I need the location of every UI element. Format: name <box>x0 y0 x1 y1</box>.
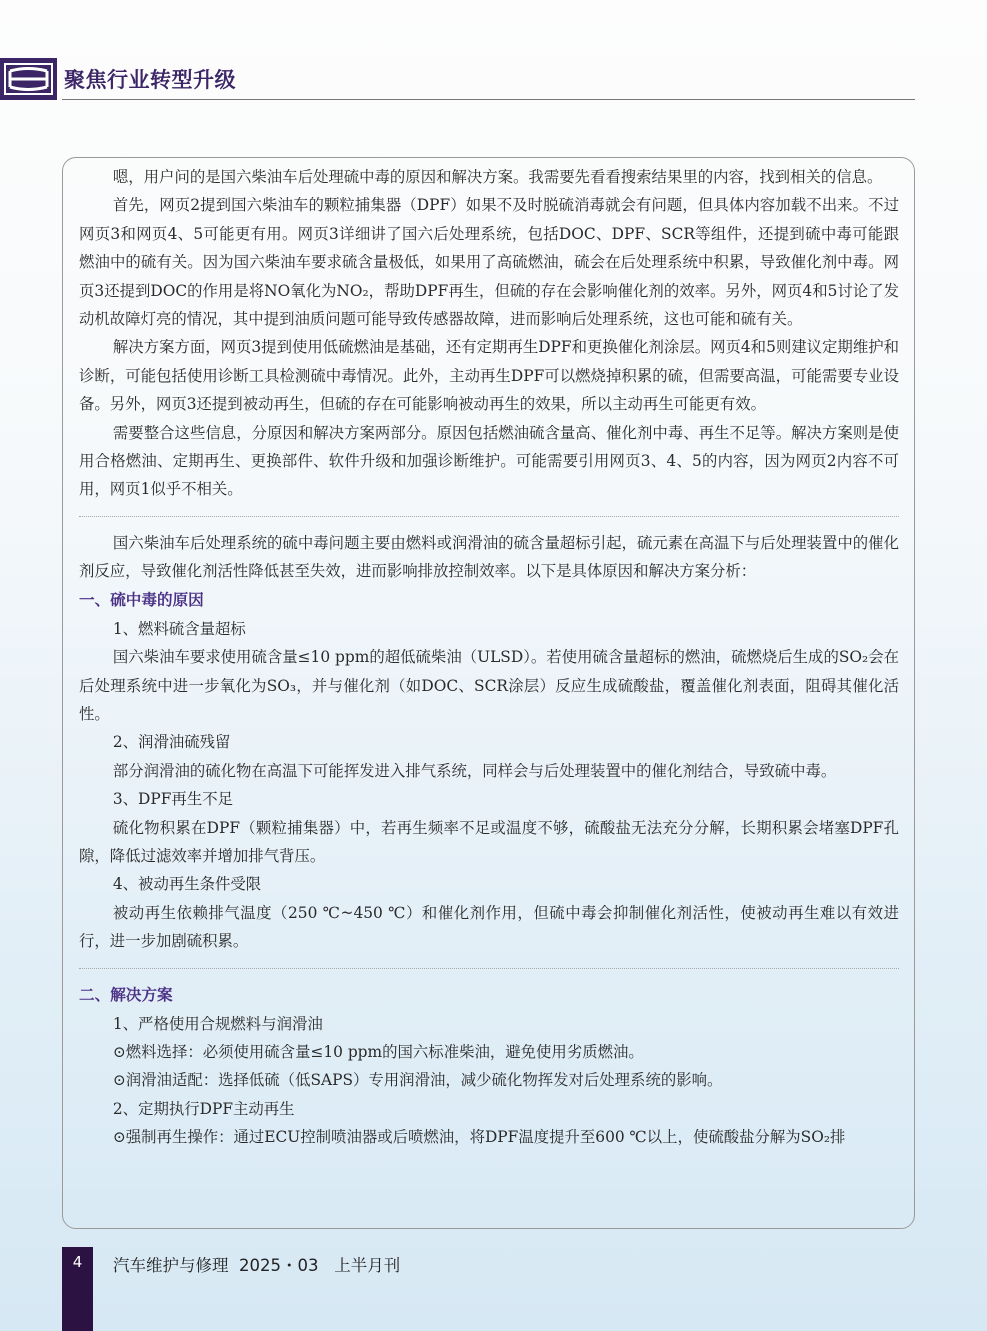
solution-bullet: ⊙强制再生操作：通过ECU控制喷油器或后喷燃油，将DPF温度提升至600 ℃以上，使硫酸盐分解为SO₂排 <box>112 1128 846 1147</box>
cause-text: 硫化物积累在DPF（颗粒捕集器）中，若再生频率不足或温度不够，硫酸盐无法充分分解，长期积累会堵塞DPF孔隙，降低过滤效率并增加排气背压。 <box>79 818 899 865</box>
cause-text: 部分润滑油的硫化物在高温下可能挥发进入排气系统，同样会与后处理装置中的催化剂结合，导致硫中毒。 <box>112 761 837 780</box>
cause-title: 4、被动再生条件受限 <box>112 875 262 894</box>
solution-title: 1、严格使用合规燃料与润滑油 <box>112 1014 323 1033</box>
page-number: 4 <box>72 1253 83 1271</box>
answer-intro: 国六柴油车后处理系统的硫中毒问题主要由燃料或润滑油的硫含量超标引起，硫元素在高温下与后处理装置中的催化剂反应，导致催化剂活性降低甚至失效，进而影响排放控制效率。以下是具体原因和解决方案分析： <box>79 533 899 581</box>
dotted-divider <box>79 516 899 517</box>
header-rule <box>62 99 915 100</box>
causes-heading: 一、硫中毒的原因 <box>79 590 204 609</box>
cause-title: 2、润滑油硫残留 <box>112 733 231 752</box>
section-title: 聚焦行业转型升级 <box>64 68 236 92</box>
thinking-paragraph: 嗯，用户问的是国六柴油车后处理硫中毒的原因和解决方案。我需要先看看搜索结果里的内容，找到相关的信息。 <box>112 168 883 186</box>
thinking-paragraph: 需要整合这些信息，分原因和解决方案两部分。原因包括燃油硫含量高、催化剂中毒、再生不足等。解决方案则是使用合格燃油、定期再生、更换部件、软件升级和加强诊断维护。可能需要引用网页3、4、5的内容，因为网页2内容不可用，网页1似乎不相关。 <box>79 423 899 499</box>
cause-text: 国六柴油车要求使用硫含量≤10 ppm的超低硫柴油（ULSD）。若使用硫含量超标的燃油，硫燃烧后生成的SO₂会在后处理系统中进一步氧化为SO₃，并与催化剂（如DOC、SCR涂层）反应生成硫酸盐，覆盖催化剂表面，阻碍其催化活性。 <box>79 648 899 723</box>
cause-title: 3、DPF再生不足 <box>112 790 233 809</box>
solutions-heading: 二、解决方案 <box>79 985 173 1004</box>
cause-text: 被动再生依赖排气温度（250 ℃~450 ℃）和催化剂作用，但硫中毒会抑制催化剂活性，使被动再生难以有效进行，进一步加剧硫积累。 <box>79 903 899 951</box>
thinking-paragraph: 首先，网页2提到国六柴油车的颗粒捕集器（DPF）如果不及时脱硫消毒就会有问题，但具体内容加载不出来。不过网页3和网页4、5可能更有用。网页3详细讲了国六后处理系统，包括DOC、DPF、SCR等组件，还提到硫中毒可能跟燃油中的硫有关。因为国六柴油车要求硫含量极低，如果用了高硫燃油，硫会在后处理系统中积累，导致催化剂中毒。网页3还提到DOC的作用是将NO氧化为NO₂，帮助DPF再生，但硫的存在会影响催化剂的效率。另外，网页4和5讨论了发动机故障灯亮的情况，其中提到油质问题可能导致传感器故障，进而影响后处理系统，这也可能和硫有关。 <box>79 196 899 329</box>
solution-title: 2、定期执行DPF主动再生 <box>112 1099 295 1118</box>
thinking-paragraph: 解决方案方面，网页3提到使用低硫燃油是基础，还有定期再生DPF和更换催化剂涂层。网页4和5则建议定期维护和诊断，可能包括使用诊断工具检测硫中毒情况。此外，主动再生DPF可以燃烧掉积累的硫，但需要高温，可能需要专业设备。另外，网页3还提到被动再生，但硫的存在可能影响被动再生的效果，所以主动再生可能更有效。 <box>79 338 899 414</box>
cause-title: 1、燃料硫含量超标 <box>112 619 246 638</box>
solution-bullet: ⊙燃料选择：必须使用硫含量≤10 ppm的国六标准柴油，避免使用劣质燃油。 <box>112 1042 644 1061</box>
article-content <box>79 163 899 1152</box>
dotted-divider <box>79 968 899 969</box>
solution-bullet: ⊙润滑油适配：选择低硫（低SAPS）专用润滑油，减少硫化物挥发对后处理系统的影响。 <box>112 1071 723 1090</box>
magazine-logo-icon <box>0 58 57 100</box>
magazine-info: 汽车维护与修理 2025・03 上半月刊 <box>113 1256 401 1275</box>
